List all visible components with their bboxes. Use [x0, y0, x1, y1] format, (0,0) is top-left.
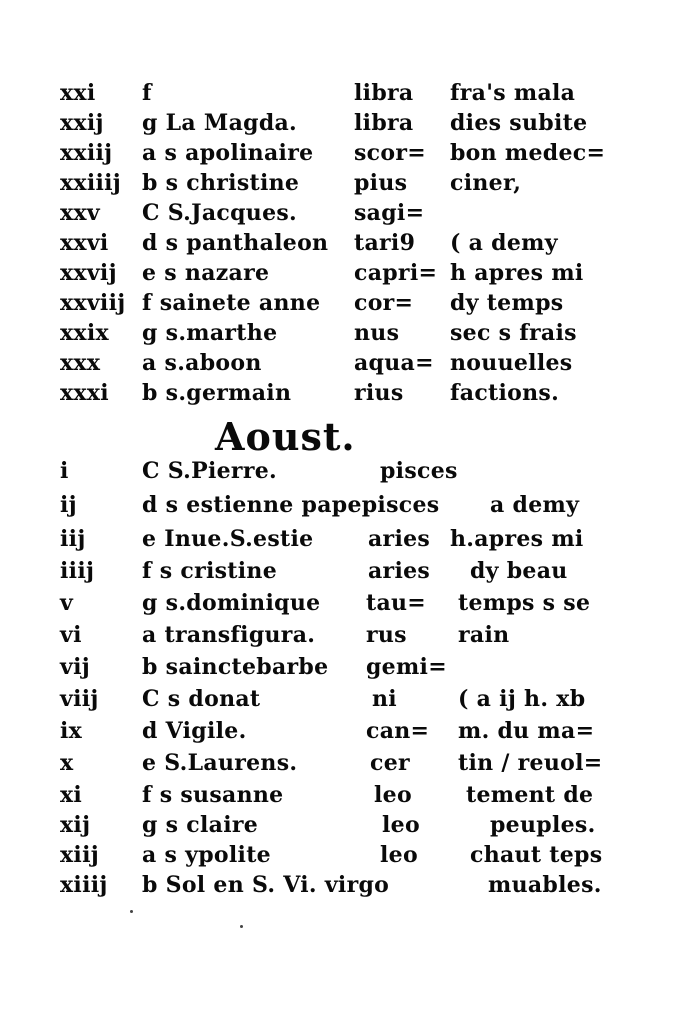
dominical-letter-saint: d s estienne papepisces: [142, 492, 440, 518]
day-numeral: vij: [60, 654, 91, 680]
dominical-letter-saint: d s panthaleon: [142, 230, 329, 256]
calendar-row: [0, 684, 684, 714]
dominical-letter-saint: g La Magda.: [142, 110, 298, 136]
day-numeral: iij: [60, 526, 86, 552]
zodiac-sign: cer: [370, 750, 410, 776]
dominical-letter-saint: f: [142, 80, 152, 106]
weather-note: bon medec=: [450, 140, 606, 166]
weather-note: tin / reuol=: [458, 750, 603, 776]
calendar-row: [0, 318, 684, 348]
zodiac-sign: scor=: [354, 140, 426, 166]
dominical-letter-saint: b sainctebarbe: [142, 654, 329, 680]
dominical-letter-saint: g s.marthe: [142, 320, 278, 346]
day-numeral: xxxi: [60, 380, 109, 406]
day-numeral: xiiij: [60, 872, 108, 898]
zodiac-sign: leo: [382, 812, 420, 838]
dominical-letter-saint: e s nazare: [142, 260, 270, 286]
weather-note: peuples.: [490, 812, 596, 838]
zodiac-sign: aries: [368, 526, 431, 552]
zodiac-sign: pius: [354, 170, 408, 196]
calendar-row: [0, 588, 684, 618]
dominical-letter-saint: C s donat: [142, 686, 261, 712]
calendar-row: [0, 378, 684, 408]
dominical-letter-saint: e Inue.S.estie: [142, 526, 314, 552]
zodiac-sign: libra: [354, 80, 414, 106]
day-numeral: iiij: [60, 558, 95, 584]
dominical-letter-saint: e S.Laurens.: [142, 750, 298, 776]
zodiac-sign: leo: [380, 842, 418, 868]
dominical-letter-saint: f s cristine: [142, 558, 278, 584]
weather-note: dy beau: [470, 558, 568, 584]
zodiac-sign: libra: [354, 110, 414, 136]
weather-note: h.apres mi: [450, 526, 584, 552]
day-numeral: viij: [60, 686, 99, 712]
calendar-row: [0, 620, 684, 650]
weather-note: ( a ij h. xb: [458, 686, 586, 712]
dominical-letter-saint: a s apolinaire: [142, 140, 314, 166]
zodiac-sign: capri=: [354, 260, 438, 286]
calendar-row: [0, 288, 684, 318]
zodiac-sign: ni: [372, 686, 397, 712]
calendar-row: [0, 716, 684, 746]
zodiac-sign: tau=: [366, 590, 427, 616]
weather-note: muables.: [488, 872, 602, 898]
weather-note: fra's mala: [450, 80, 576, 106]
dominical-letter-saint: a transfigura.: [142, 622, 316, 648]
zodiac-sign: gemi=: [366, 654, 447, 680]
dominical-letter-saint: g s.dominique: [142, 590, 321, 616]
zodiac-sign: nus: [354, 320, 400, 346]
dominical-letter-saint: g s claire: [142, 812, 259, 838]
weather-note: tement de: [466, 782, 594, 808]
dominical-letter-saint: C S.Jacques.: [142, 200, 298, 226]
weather-note: temps s se: [458, 590, 591, 616]
zodiac-sign: rius: [354, 380, 404, 406]
day-numeral: xxvij: [60, 260, 117, 286]
day-numeral: vi: [60, 622, 82, 648]
calendar-row: [0, 168, 684, 198]
calendar-row: [0, 870, 684, 900]
calendar-row: [0, 556, 684, 586]
dominical-letter-saint: C S.Pierre.: [142, 458, 277, 484]
day-numeral: xxiij: [60, 140, 113, 166]
month-heading: Aoust.: [215, 414, 356, 459]
day-numeral: xiij: [60, 842, 99, 868]
zodiac-sign: can=: [366, 718, 430, 744]
dominical-letter-saint: a s.aboon: [142, 350, 262, 376]
calendar-row: [0, 108, 684, 138]
calendar-row: [0, 810, 684, 840]
dominical-letter-saint: b s.germain: [142, 380, 292, 406]
calendar-row: [0, 258, 684, 288]
day-numeral: xxiiij: [60, 170, 122, 196]
day-numeral: xxx: [60, 350, 101, 376]
calendar-row: [0, 490, 684, 520]
dominical-letter-saint: b s christine: [142, 170, 300, 196]
weather-note: ciner,: [450, 170, 522, 196]
day-numeral: xxvi: [60, 230, 109, 256]
zodiac-sign: aries: [368, 558, 431, 584]
calendar-row: [0, 138, 684, 168]
calendar-row: [0, 456, 684, 486]
calendar-row: [0, 840, 684, 870]
calendar-row: [0, 780, 684, 810]
calendar-row: [0, 652, 684, 682]
calendar-row: [0, 198, 684, 228]
day-numeral: ix: [60, 718, 83, 744]
day-numeral: xxv: [60, 200, 100, 226]
dominical-letter-saint: f sainete anne: [142, 290, 321, 316]
zodiac-sign: leo: [374, 782, 412, 808]
calendar-row: [0, 348, 684, 378]
day-numeral: xi: [60, 782, 83, 808]
calendar-row: [0, 524, 684, 554]
day-numeral: xxviij: [60, 290, 126, 316]
weather-note: rain: [458, 622, 510, 648]
ink-speck: [130, 910, 133, 913]
calendar-row: [0, 78, 684, 108]
weather-note: factions.: [450, 380, 560, 406]
day-numeral: xxi: [60, 80, 96, 106]
zodiac-sign: sagi=: [354, 200, 425, 226]
zodiac-sign: rus: [366, 622, 407, 648]
weather-note: m. du ma=: [458, 718, 595, 744]
dominical-letter-saint: a s ypolite: [142, 842, 271, 868]
dominical-letter-saint: f s susanne: [142, 782, 284, 808]
weather-note: sec s frais: [450, 320, 577, 346]
dominical-letter-saint: d Vigile.: [142, 718, 247, 744]
weather-note: dy temps: [450, 290, 564, 316]
zodiac-sign: tari9: [354, 230, 416, 256]
zodiac-sign: cor=: [354, 290, 414, 316]
weather-note: h apres mi: [450, 260, 584, 286]
calendar-row: [0, 748, 684, 778]
day-numeral: v: [60, 590, 74, 616]
zodiac-sign: aqua=: [354, 350, 434, 376]
weather-note: nouuelles: [450, 350, 573, 376]
weather-note: a demy: [490, 492, 580, 518]
day-numeral: x: [60, 750, 74, 776]
day-numeral: xij: [60, 812, 91, 838]
dominical-letter-saint: b Sol en S. Vi. virgo: [142, 872, 390, 898]
weather-note: ( a demy: [450, 230, 558, 256]
day-numeral: xxij: [60, 110, 104, 136]
day-numeral: i: [60, 458, 69, 484]
calendar-row: [0, 228, 684, 258]
weather-note: dies subite: [450, 110, 588, 136]
zodiac-sign: pisces: [380, 458, 458, 484]
weather-note: chaut teps: [470, 842, 603, 868]
day-numeral: xxix: [60, 320, 109, 346]
ink-speck: [240, 925, 243, 928]
day-numeral: ij: [60, 492, 77, 518]
